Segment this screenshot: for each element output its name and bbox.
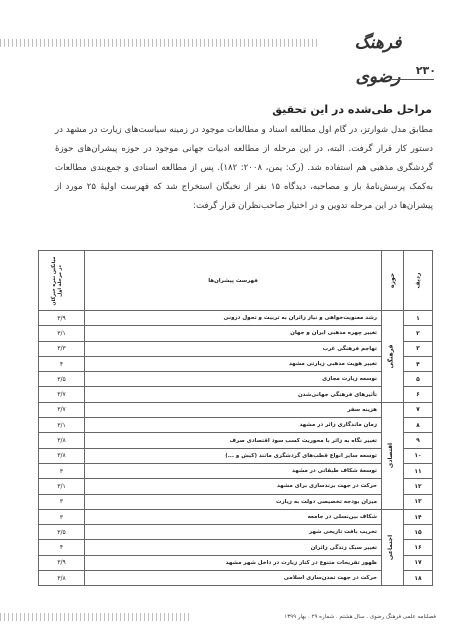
driver-text: میزان بودجه تخصیصی دولت به زیارت	[85, 494, 382, 509]
table-row	[39, 463, 433, 478]
drivers-table	[38, 250, 433, 586]
driver-text: تغییر نگاه به زائر با محوریت کسب سود اقتصادی صرف	[85, 433, 382, 448]
expert-score: ۳/۱	[39, 326, 85, 341]
expert-score: ۳/۵	[39, 372, 85, 387]
domain-cell	[382, 509, 404, 585]
row-number: ۱۴	[404, 509, 433, 524]
table-row	[39, 479, 433, 494]
expert-score: ۳/۹	[39, 555, 85, 570]
header-drivers-list: فهرست پیشران‌ها	[85, 251, 382, 311]
row-number: ۷	[404, 402, 433, 417]
row-number: ۱۳	[404, 494, 433, 509]
row-number: ۱۶	[404, 540, 433, 555]
table-row	[39, 372, 433, 387]
table-row	[39, 326, 433, 341]
row-number: ۵	[404, 372, 433, 387]
table-row	[39, 448, 433, 463]
driver-text: تأثیرهای فرهنگی جهانی‌شدن	[85, 387, 382, 402]
table-row	[39, 387, 433, 402]
expert-score: ۳/۸	[39, 448, 85, 463]
expert-score: ۳/۷	[39, 387, 85, 402]
row-number: ۸	[404, 418, 433, 433]
row-number: ۱۷	[404, 555, 433, 570]
row-number: ۱۸	[404, 571, 433, 586]
page-number: ۲۳۰	[415, 64, 436, 77]
table-row	[39, 356, 433, 371]
driver-text: ظهور تفریحات متنوع در کنار زیارت در داخل شهر مشهد	[85, 555, 382, 570]
driver-text: تهاجم فرهنگی غرب	[85, 341, 382, 356]
section-title: مراحل طی‌شده در این تحقیق	[272, 103, 432, 116]
table-row	[39, 555, 433, 570]
row-number: ۱	[404, 311, 433, 326]
row-number: ۱۱	[404, 463, 433, 478]
domain-cell	[382, 402, 404, 509]
row-number: ۱۲	[404, 479, 433, 494]
driver-text: تخریب بافت تاریخی شهر	[85, 525, 382, 540]
table-row	[39, 509, 433, 524]
driver-text: رشد معنویت‌خواهی و نیاز زائران به تربیت و تحول درونی	[85, 311, 382, 326]
footer-dotted-rule	[0, 613, 192, 621]
expert-score: ۴	[39, 540, 85, 555]
domain-label: اقتصادی	[386, 443, 394, 469]
driver-text: تغییر هویت مذهبی زیارتی مشهد	[85, 356, 382, 371]
table-row	[39, 311, 433, 326]
expert-score: ۳	[39, 509, 85, 524]
table-header-row	[39, 251, 433, 311]
driver-text: توسعهٔ شکاف طبقاتی در مشهد	[85, 463, 382, 478]
table-row	[39, 341, 433, 356]
driver-text: حرکت در جهت برندسازی برای مشهد	[85, 479, 382, 494]
expert-score: ۳	[39, 463, 85, 478]
table-row	[39, 433, 433, 448]
expert-score: ۳/۵	[39, 525, 85, 540]
row-number: ۶	[404, 387, 433, 402]
expert-score: ۳/۷	[39, 402, 85, 417]
drivers-table-container	[38, 250, 432, 586]
row-number: ۳	[404, 341, 433, 356]
row-number: ۴	[404, 356, 433, 371]
expert-score: ۳/۸	[39, 571, 85, 586]
driver-text: توسعه زیارت مجازی	[85, 372, 382, 387]
driver-text: توسعه سایر انواع قطب‌های گردشگری مانند (کیش و ...)	[85, 448, 382, 463]
table-row	[39, 494, 433, 509]
driver-text: تغییر چهره مذهبی ایران و جهان	[85, 326, 382, 341]
journal-logo: فرهنگ رضوی	[354, 33, 402, 87]
expert-score: ۳/۳	[39, 341, 85, 356]
domain-label: فرهنگی	[387, 344, 395, 369]
expert-score: ۳/۱	[39, 479, 85, 494]
header-domain: حوزه	[382, 251, 404, 311]
row-number: ۹	[404, 433, 433, 448]
domain-cell	[382, 311, 404, 403]
table-body	[39, 311, 433, 586]
row-number: ۱۵	[404, 525, 433, 540]
driver-text: هزینه سفر	[85, 402, 382, 417]
driver-text: تغییر سبک زندگی زائران	[85, 540, 382, 555]
expert-score: ۳/۹	[39, 311, 85, 326]
footer-journal-info: فصلنامه علمی فرهنگ رضوی . سال هشتم . شماره ۲۹ . بهار ۱۳۹۹	[284, 614, 436, 620]
table-row	[39, 418, 433, 433]
header-dotted-rule	[0, 39, 320, 47]
driver-text: زمان ماندگاری زائر در مشهد	[85, 418, 382, 433]
table-row	[39, 402, 433, 417]
table-row	[39, 540, 433, 555]
expert-score: ۳/۱	[39, 418, 85, 433]
section-paragraph: مطابق مدل شوارتز، در گام اول مطالعه اسناد و مطالعات موجود در زمینه سیاست‌های زیارت در مشهد در دستور کار قرار گرفت. البته، در این مرحله از مطالعه ادبیات جهانی موجود در حوزه پیشران‌های حوزهٔ گردشگری مذهبی هم استفاده شد. (رک: یمن، ۲۰۰۸: ۱۸۲). پس از مطالعه اسنادی و جمع‌بندی مطالعات به‌کمک پرسش‌نامهٔ باز و مصاحبه، دیدگاه ۱۵ نفر از نخبگان استخراج شد که فهرست اولیهٔ ۲۵ مورد از پیشران‌ها در این مرحله تدوین و در اختیار صاحب‌نظران قرار گرفت:	[55, 125, 433, 211]
driver-text: حرکت در جهت تمدن‌سازی اسلامی	[85, 571, 382, 586]
table-row	[39, 525, 433, 540]
row-number: ۲	[404, 326, 433, 341]
page-number-underline	[392, 79, 434, 80]
domain-label: اجتماعی	[386, 534, 394, 561]
expert-score: ۴	[39, 356, 85, 371]
header-expert-score: میانگین نمره خبرگان در مرحله اول	[39, 251, 85, 311]
table-row	[39, 571, 433, 586]
expert-score: ۳/۸	[39, 433, 85, 448]
row-number: ۱۰	[404, 448, 433, 463]
expert-score: ۳	[39, 494, 85, 509]
header-row-number: ردیف	[404, 251, 433, 311]
driver-text: شکاف بین‌نسلی در جامعه	[85, 509, 382, 524]
